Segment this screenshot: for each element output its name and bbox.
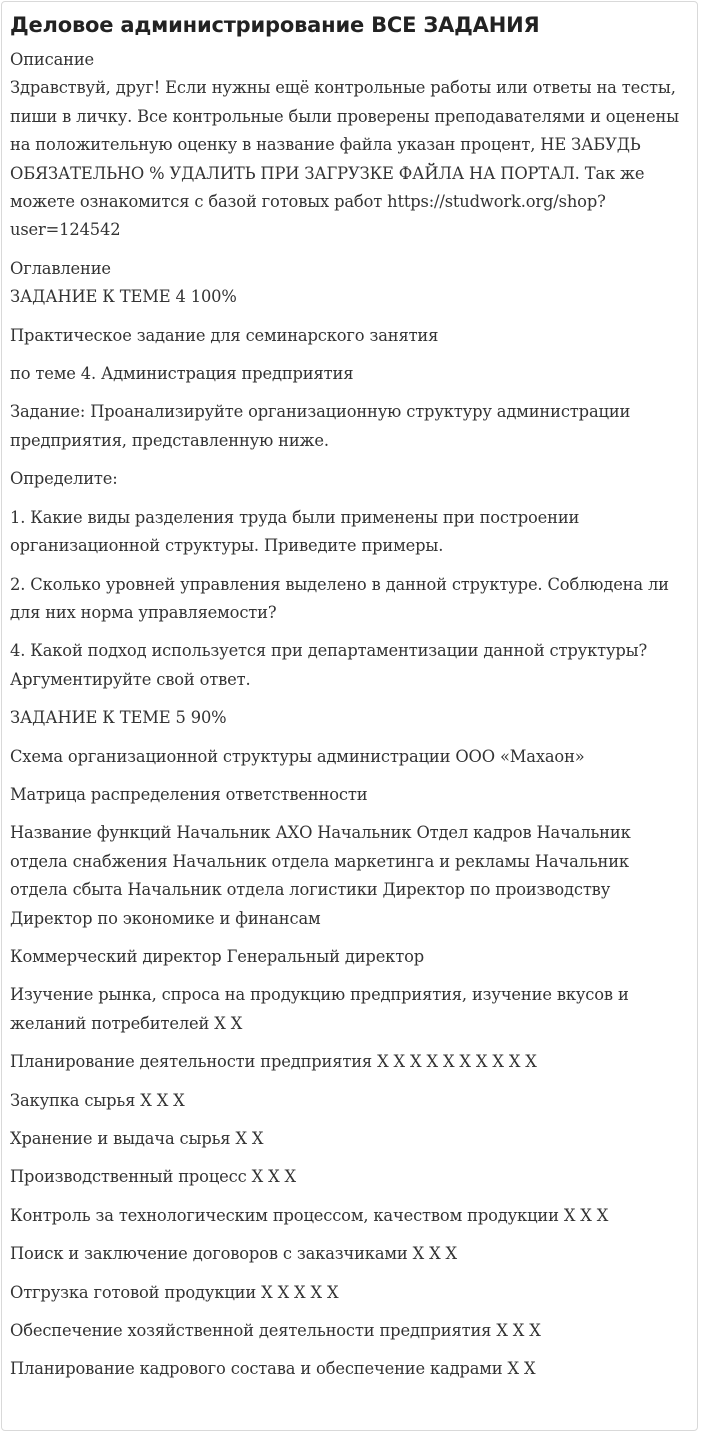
paragraph: Контроль за технологическим процессом, качеством продукции Х Х Х bbox=[10, 1205, 609, 1225]
paragraph: Обеспечение хозяйственной деятельности предприятия Х Х Х bbox=[10, 1321, 541, 1341]
paragraph: 1. Какие виды разделения труда были применены при построении организационной структуры. Приведите примеры. bbox=[10, 507, 580, 556]
toc-heading: Оглавление bbox=[10, 258, 111, 278]
paragraph: Название функций Начальник АХО Начальник Отдел кадров Начальник отдела снабжения Начальник отдела маркетинга и рекламы Начальник отдела сбыта Начальник отдела логистики Директор по производству Директор по экономике и финансам bbox=[10, 823, 631, 928]
paragraph-task4-heading: ЗАДАНИЕ К ТЕМЕ 4 100% bbox=[10, 287, 237, 307]
description-text: Здравствуй, друг! Если нужны ещё контрольные работы или ответы на тесты, пиши в личку. Все контрольные были проверены преподавателями и оценены на положительную оценку в название файла указан процент, НЕ ЗАБУДЬ ОБЯЗАТЕЛЬНО % УДАЛИТЬ ПРИ ЗАГРУЗКЕ ФАЙЛА НА ПОРТАЛ. Так же можете ознакомится с базой готовых работ https://studwork.org/shop?user=124542 bbox=[10, 78, 679, 240]
description-heading: Описание bbox=[10, 50, 95, 69]
paragraph: Поиск и заключение договоров с заказчиками Х Х Х bbox=[10, 1244, 457, 1264]
paragraph: Определите: bbox=[10, 469, 118, 489]
paragraph: Закупка сырья Х Х Х bbox=[10, 1090, 185, 1110]
paragraph: Планирование деятельности предприятия Х Х Х Х Х Х Х Х Х Х bbox=[10, 1052, 537, 1072]
paragraph: Отгрузка готовой продукции Х Х Х Х Х bbox=[10, 1282, 339, 1302]
paragraph: Практическое задание для семинарского занятия bbox=[10, 325, 439, 345]
paragraph: Хранение и выдача сырья Х Х bbox=[10, 1129, 264, 1148]
document-card bbox=[1, 1, 698, 1431]
paragraph: 4. Какой подход используется при департаментизации данной структуры? Аргументируйте свой ответ. bbox=[10, 641, 648, 689]
paragraph: Изучение рынка, спроса на продукцию предприятия, изучение вкусов и желаний потребителей Х Х bbox=[10, 985, 629, 1033]
paragraph: по теме 4. Администрация предприятия bbox=[10, 364, 354, 384]
paragraph-task5-heading: ЗАДАНИЕ К ТЕМЕ 5 90% bbox=[10, 708, 227, 728]
paragraph: 2. Сколько уровней управления выделено в данной структуре. Соблюдена ли для них норма управляемости? bbox=[10, 574, 669, 622]
paragraph: Матрица распределения ответственности bbox=[10, 784, 368, 804]
paragraph: Планирование кадрового состава и обеспечение кадрами Х Х bbox=[10, 1359, 536, 1379]
paragraph: Задание: Проанализируйте организационную структуру администрации предприятия, представленную ниже. bbox=[10, 402, 631, 450]
document-title: Деловое администрирование ВСЕ ЗАДАНИЯ bbox=[10, 13, 540, 37]
paragraph: Производственный процесс Х Х Х bbox=[10, 1167, 296, 1187]
paragraph: Коммерческий директор Генеральный директор bbox=[10, 946, 424, 966]
paragraph: Схема организационной структуры администрации ООО «Махаон» bbox=[10, 746, 585, 766]
